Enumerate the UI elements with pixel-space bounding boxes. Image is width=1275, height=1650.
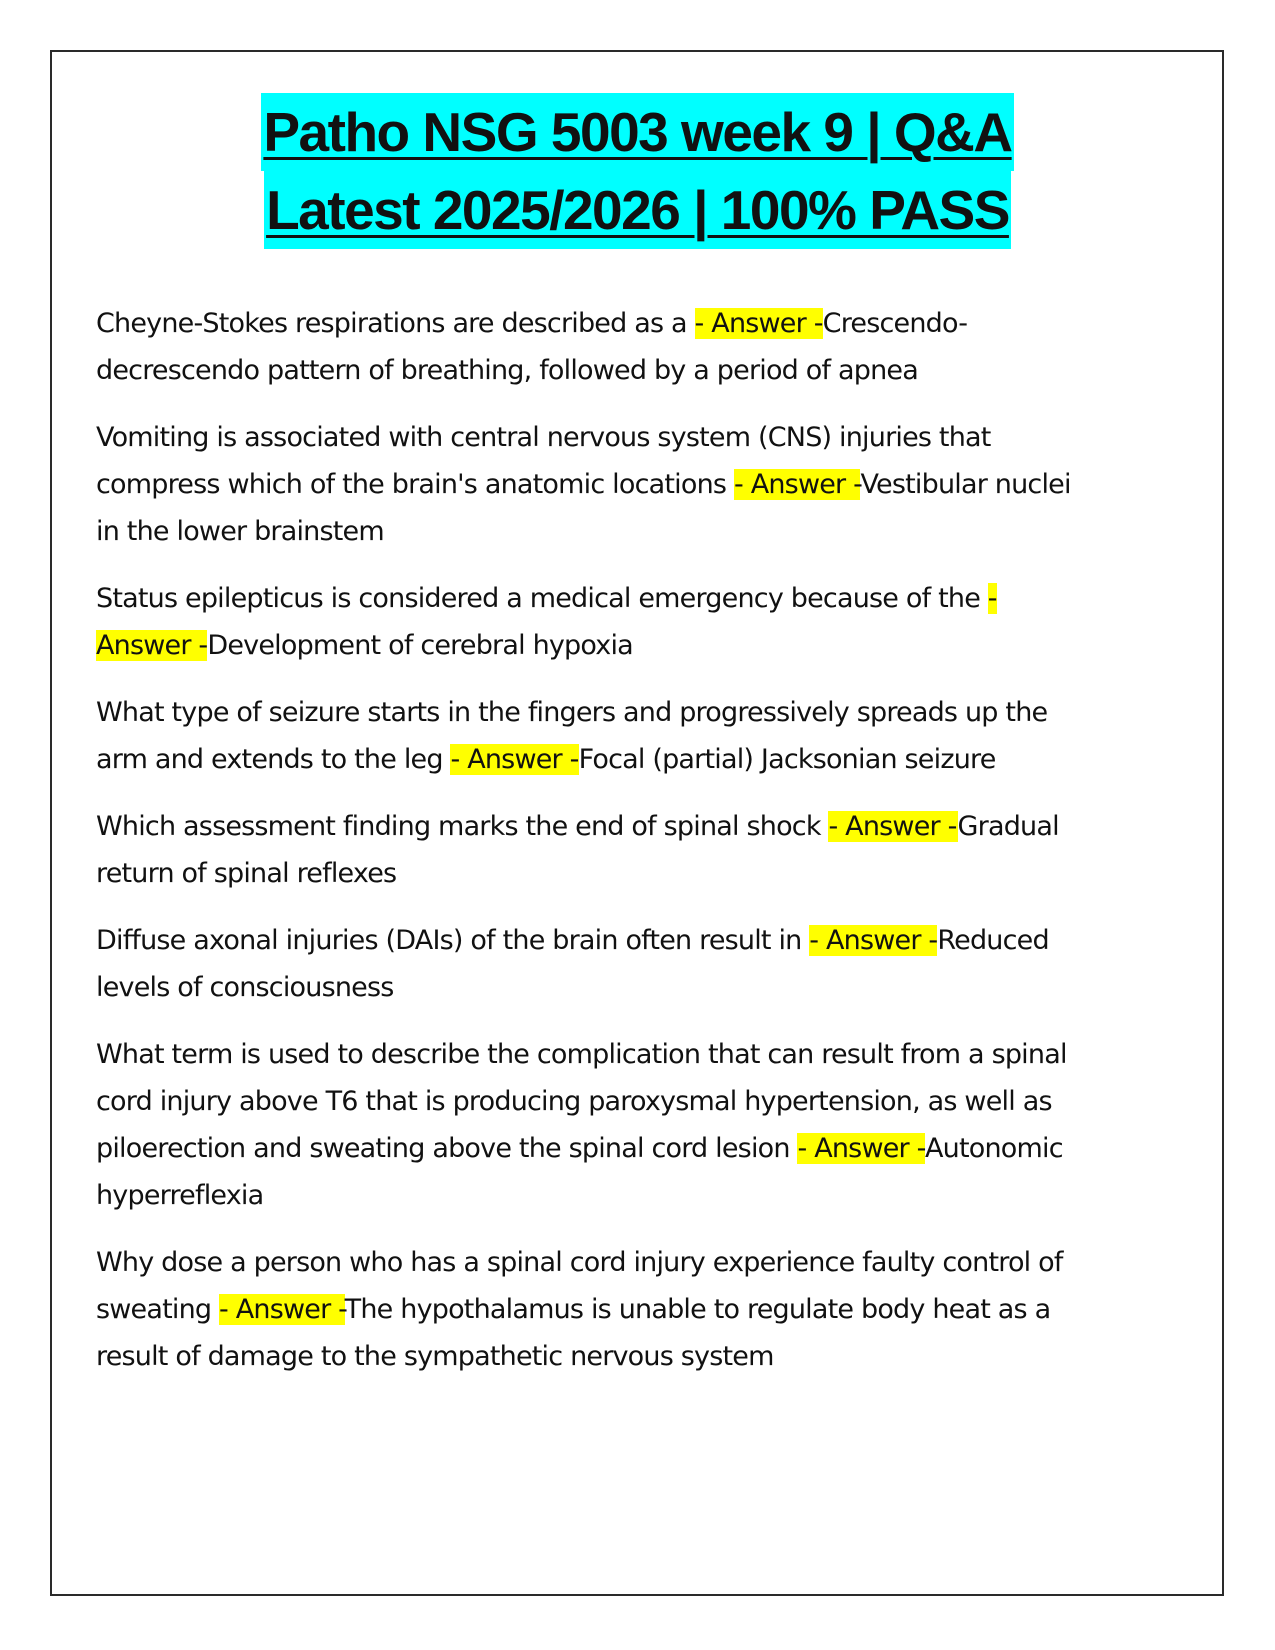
question-text: What term is used to describe the complication that can result from a spinal cord injury above T6 that is producing paroxysmal hypertension, as well as piloerection and sweating above the spinal cord lesion bbox=[96, 1039, 1067, 1164]
answer-text: Gradual return of spinal reflexes bbox=[96, 811, 1059, 889]
answer-marker: - Answer - bbox=[809, 925, 938, 956]
qa-item bbox=[96, 1239, 1096, 1380]
answer-text: Crescendo-decrescendo pattern of breathing, followed by a period of apnea bbox=[96, 308, 968, 386]
qa-item bbox=[96, 917, 1096, 1011]
question-text: Cheyne-Stokes respirations are described as a bbox=[96, 308, 695, 339]
answer-text: Reduced levels of consciousness bbox=[96, 925, 1049, 1003]
qa-item bbox=[96, 1031, 1096, 1219]
title-line-1: Patho NSG 5003 week 9 | Q&A bbox=[261, 93, 1013, 171]
answer-marker: - Answer - bbox=[96, 583, 997, 661]
qa-list bbox=[96, 300, 1096, 1400]
qa-item bbox=[96, 414, 1096, 555]
answer-marker: - Answer - bbox=[450, 744, 579, 775]
question-text: Why dose a person who has a spinal cord injury experience faulty control of sweating bbox=[96, 1247, 1063, 1325]
question-text: Status epilepticus is considered a medical emergency because of the bbox=[96, 583, 988, 614]
question-text: What type of seizure starts in the fingers and progressively spreads up the arm and extends to the leg bbox=[96, 697, 1048, 775]
answer-text: Vestibular nuclei in the lower brainstem bbox=[96, 469, 1071, 547]
answer-marker: - Answer - bbox=[797, 1133, 925, 1164]
qa-item bbox=[96, 575, 1096, 669]
answer-text: Autonomic hyperreflexia bbox=[96, 1133, 1063, 1211]
question-text: Vomiting is associated with central nervous system (CNS) injuries that compress which of the brain's anatomic locations bbox=[96, 422, 991, 500]
answer-text: The hypothalamus is unable to regulate body heat as a result of damage to the sympathetic nervous system bbox=[96, 1294, 1051, 1372]
page-title bbox=[0, 93, 1275, 249]
qa-item bbox=[96, 689, 1096, 783]
answer-marker: - Answer - bbox=[828, 811, 958, 842]
question-text: Diffuse axonal injuries (DAIs) of the brain often result in bbox=[96, 925, 810, 956]
qa-item bbox=[96, 300, 1096, 394]
answer-marker: - Answer - bbox=[694, 308, 823, 339]
answer-marker: - Answer - bbox=[733, 469, 861, 500]
qa-item bbox=[96, 803, 1096, 897]
question-text: Which assessment finding marks the end of spinal shock bbox=[96, 811, 829, 842]
answer-text: Focal (partial) Jacksonian seizure bbox=[578, 744, 996, 775]
title-line-2: Latest 2025/2026 | 100% PASS bbox=[264, 171, 1011, 249]
answer-text: Development of cerebral hypoxia bbox=[207, 630, 633, 661]
answer-marker: - Answer - bbox=[219, 1294, 345, 1325]
